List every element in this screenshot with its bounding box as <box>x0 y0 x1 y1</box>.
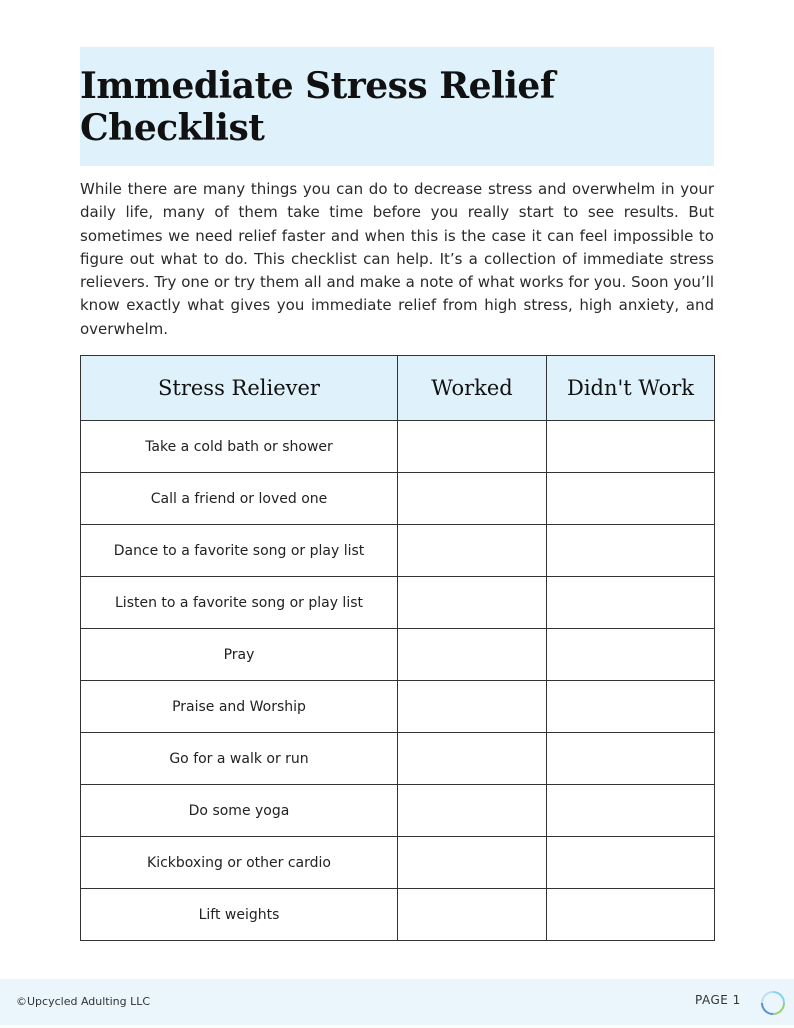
worked-checkbox-cell[interactable] <box>398 889 547 941</box>
didnt-work-checkbox-cell[interactable] <box>547 837 715 889</box>
worked-checkbox-cell[interactable] <box>398 577 547 629</box>
table-row <box>81 837 715 889</box>
worked-checkbox-cell[interactable] <box>398 837 547 889</box>
worked-checkbox-cell[interactable] <box>398 421 547 473</box>
reliever-cell: Take a cold bath or shower <box>81 421 398 473</box>
reliever-cell: Call a friend or loved one <box>81 473 398 525</box>
didnt-work-checkbox-cell[interactable] <box>547 473 715 525</box>
reliever-cell: Kickboxing or other cardio <box>81 837 398 889</box>
didnt-work-checkbox-cell[interactable] <box>547 577 715 629</box>
table-row <box>81 889 715 941</box>
reliever-cell: Praise and Worship <box>81 681 398 733</box>
table-row <box>81 577 715 629</box>
didnt-work-checkbox-cell[interactable] <box>547 785 715 837</box>
header-worked: Worked <box>398 356 547 421</box>
worked-checkbox-cell[interactable] <box>398 473 547 525</box>
footer-page-number: PAGE 1 <box>695 993 741 1007</box>
didnt-work-checkbox-cell[interactable] <box>547 421 715 473</box>
reliever-cell: Do some yoga <box>81 785 398 837</box>
table-row <box>81 681 715 733</box>
didnt-work-checkbox-cell[interactable] <box>547 681 715 733</box>
table-row <box>81 421 715 473</box>
intro-paragraph: While there are many things you can do to decrease stress and overwhelm in your daily life, many of them take time before you really start to see results. But sometimes we need relief faster and when this is the case it can feel impossible to figure out what to do. This checklist can help. It’s a collection of immediate stress relievers. Try one or try them all and make a note of what works for you. Soon you’ll know exactly what gives you immediate relief from high stress, high anxiety, and overwhelm. <box>80 180 714 338</box>
reliever-cell: Listen to a favorite song or play list <box>81 577 398 629</box>
didnt-work-checkbox-cell[interactable] <box>547 525 715 577</box>
stress-relief-table <box>80 355 715 941</box>
worked-checkbox-cell[interactable] <box>398 733 547 785</box>
worked-checkbox-cell[interactable] <box>398 629 547 681</box>
reliever-cell: Go for a walk or run <box>81 733 398 785</box>
table-row <box>81 785 715 837</box>
table-row <box>81 629 715 681</box>
footer-copyright: ©Upcycled Adulting LLC <box>16 995 151 1008</box>
table-row <box>81 525 715 577</box>
table-header-row <box>81 356 715 421</box>
header-stress-reliever: Stress Reliever <box>81 356 398 421</box>
didnt-work-checkbox-cell[interactable] <box>547 889 715 941</box>
worked-checkbox-cell[interactable] <box>398 681 547 733</box>
header-didnt-work: Didn't Work <box>547 356 715 421</box>
table-row <box>81 733 715 785</box>
reliever-cell: Lift weights <box>81 889 398 941</box>
title-banner <box>80 47 714 166</box>
worked-checkbox-cell[interactable] <box>398 525 547 577</box>
worked-checkbox-cell[interactable] <box>398 785 547 837</box>
didnt-work-checkbox-cell[interactable] <box>547 733 715 785</box>
page-title: Immediate Stress Relief Checklist <box>80 64 555 149</box>
circle-logo-icon <box>760 990 786 1016</box>
didnt-work-checkbox-cell[interactable] <box>547 629 715 681</box>
reliever-cell: Dance to a favorite song or play list <box>81 525 398 577</box>
table-row <box>81 473 715 525</box>
reliever-cell: Pray <box>81 629 398 681</box>
